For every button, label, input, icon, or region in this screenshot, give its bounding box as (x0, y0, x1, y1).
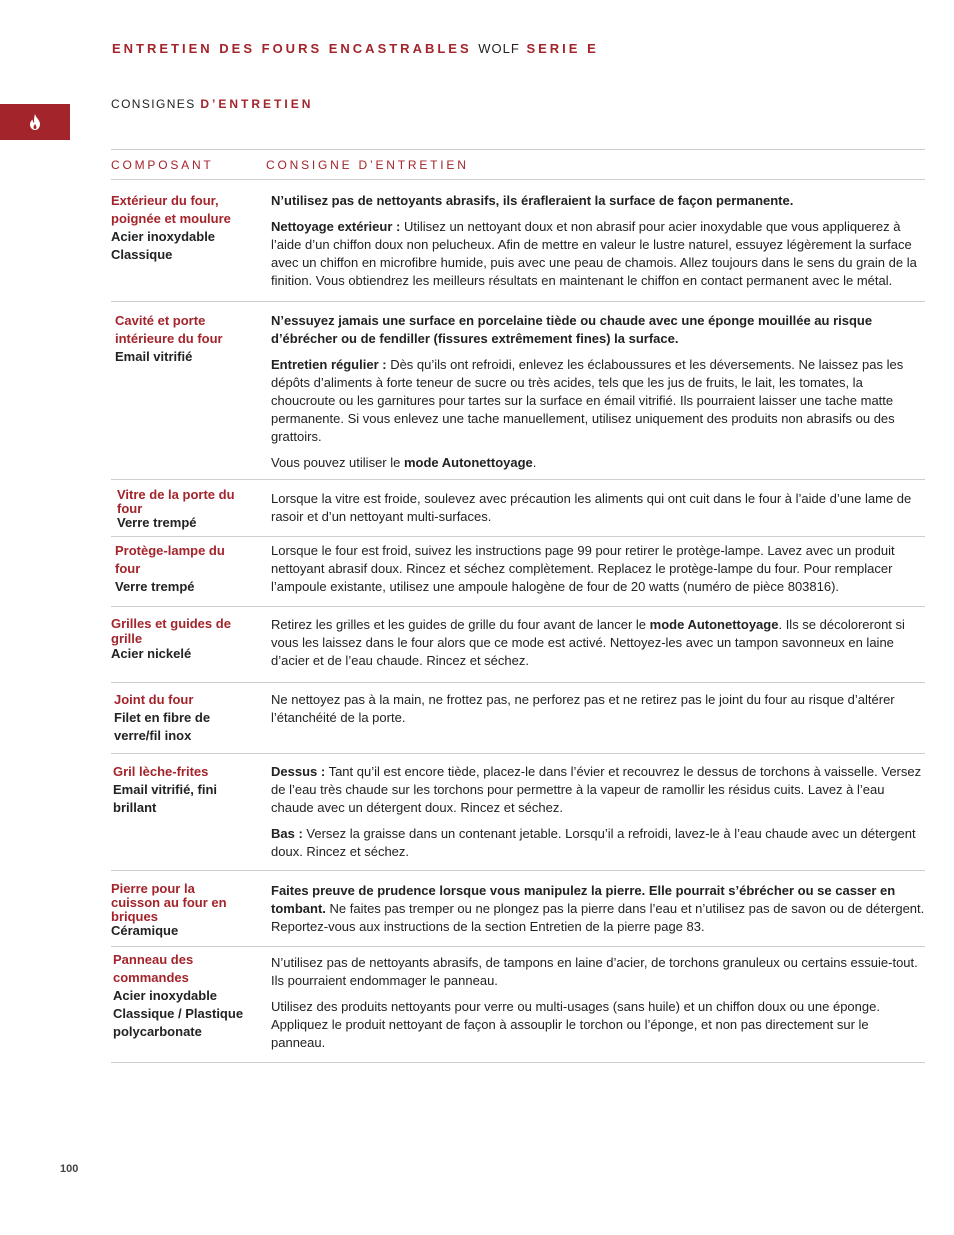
instruction-cell (271, 691, 925, 745)
warning-text: N’essuyez jamais une surface en porcelaine tiède ou chaude avec une éponge mouillée au risque d’ébrécher ou de fendiller (fissures extrêmement fines) la surface. (271, 313, 873, 346)
care-table (111, 149, 925, 1063)
instruction-text: Ne nettoyez pas à la main, ne frottez pas, ne perforez pas et ne retirez pas le joint du four au risque d’altérer l’étanchéité de la porte. (271, 692, 895, 725)
table-row (111, 947, 925, 1063)
component-name: Panneau des commandes (113, 952, 194, 985)
component-name: Cavité et porte intérieure du four (115, 313, 223, 346)
mode-name: mode Autonettoyage (403, 455, 533, 470)
component-material: Filet en fibre de verre/fil inox (114, 710, 211, 743)
instruction-label: Bas : (271, 826, 303, 841)
instruction-cell (271, 542, 925, 596)
table-row (111, 683, 925, 754)
instruction-cell: N’essuyez jamais une surface en porcelaine tiède ou chaude avec une éponge mouillée au risque d’ébrécher ou de fendiller (fissures extrêmement fines) la surface. Entretien régulier : Dès qu’ils ont refroidi, enlevez les éclaboussures et les déversements. Ne laissez pas les dépôts d’aliments à forte teneur de sucre ou très acides, tels que les jus de fruits, le lait, les tomates, la choucroute ou les garnitures pour tartes sur la surface en émail vitrifié. Ils pourraient laisser une tache matte permanente. Si vous enlevez une tache manuellement, utilisez uniquement des produits non abrasifs ou des grattoirs. Vous pouvez utiliser le mode Autonettoyage. (271, 313, 904, 470)
table-row (111, 480, 925, 537)
table-row (111, 607, 925, 683)
instruction-text: Versez la graisse dans un contenant jetable. Lorsqu’il a refroidi, lavez-le à l’eau chaude avec un détergent doux. Rincez et séchez. (271, 826, 916, 859)
instruction-cell (271, 882, 925, 938)
table-row (111, 180, 925, 302)
table-row (111, 302, 925, 480)
warning-text: Faites preuve de prudence lorsque vous manipulez la pierre. Elle pourrait s’ébrécher ou se casser en tombant. (271, 883, 896, 916)
component-name: Vitre de la porte du four (117, 487, 235, 516)
component-material: Verre trempé (117, 515, 197, 530)
component-material: Acier inoxydable Classique / Plastique polycarbonate (113, 988, 244, 1039)
column-header-instruction: CONSIGNE D’ENTRETIEN (266, 157, 469, 172)
component-name: Extérieur du four, poignée et moulure (111, 193, 231, 226)
mode-name: mode Autonettoyage (649, 617, 779, 632)
component-name: Joint du four (114, 692, 194, 707)
instruction-cell (271, 951, 925, 1052)
section-title-prefix: CONSIGNES (111, 97, 196, 111)
instruction-text: Ne faites pas tremper ou ne plongez pas la pierre dans l’eau et n’utilisez pas de savon ou de détergent. Reportez-vous aux instructions de la section Entretien de la pierre page 83. (271, 901, 925, 934)
component-material: Verre trempé (115, 579, 195, 594)
instruction-text: Lorsque le four est froid, suivez les instructions page 99 pour retirer le protège-lampe. Lavez avec un produit nettoyant abrasif doux. Rincez et séchez complètement. Replacez le protège-lampe du four. Pour remplacer l’ampoule existante, utilisez une ampoule halogène de four de 20 watts (numéro de pièce 803816). (271, 543, 895, 594)
instruction-text: N’utilisez pas de nettoyants abrasifs, de tampons en laine d’acier, de torchons granuleux ou certains essuie-tout. Ils pourraient endommager le panneau. (271, 955, 918, 988)
header-title: ENTRETIEN DES FOURS ENCASTRABLES (112, 41, 472, 56)
instruction-cell (271, 763, 925, 861)
instruction-text: Lorsque la vitre est froide, soulevez avec précaution les aliments qui ont cuit dans le four à l’aide d’une lame de rasoir et d’un nettoyant multi-surfaces. (271, 491, 912, 524)
instruction-cell (271, 192, 925, 290)
component-name: Grilles et guides de grille (111, 616, 231, 646)
table-header (111, 149, 925, 180)
flame-icon (28, 113, 42, 131)
instruction-cell: Retirez les grilles et les guides de grille du four avant de lancer le mode Autonettoyage. Ils se décoloreront si vous les laissez dans le four alors que ce mode est activé. Nettoyez-les avec un tampon savonneux en laine d’acier et de l’eau chaude. Rincez et séchez. (271, 617, 905, 668)
component-name: Gril lèche-frites (113, 764, 209, 779)
component-material: Acier nickelé (111, 646, 192, 661)
instruction-text: Utilisez des produits nettoyants pour verre ou multi-usages (sans huile) et un chiffon doux ou une éponge. Appliquez le produit nettoyant de façon à assouplir le torchon ou l’éponge, et non pas directement sur le panneau. (271, 999, 880, 1050)
instruction-label: Nettoyage extérieur : (271, 219, 401, 234)
table-row (111, 754, 925, 871)
section-title-accent: D’ENTRETIEN (200, 97, 314, 111)
component-material: Acier inoxydable Classique (111, 229, 216, 262)
component-material: Email vitrifié (115, 349, 193, 364)
warning-text: N’utilisez pas de nettoyants abrasifs, ils érafleraient la surface de façon permanente. (271, 193, 794, 208)
instruction-label: Dessus : (271, 764, 326, 779)
section-tab (0, 104, 70, 140)
page-number: 100 (60, 1163, 79, 1175)
table-row (111, 537, 925, 607)
header-series: SERIE E (526, 41, 599, 56)
section-title (111, 97, 313, 111)
component-material: Céramique (111, 923, 179, 938)
component-material: Email vitrifié, fini brillant (113, 782, 218, 815)
instruction-label: Entretien régulier : (271, 357, 387, 372)
header-brand: WOLF (478, 41, 520, 56)
instruction-text: Utilisez un nettoyant doux et non abrasif pour acier inoxydable que vous appliquerez à l’aide d’un chiffon doux non pelucheux. Afin de mettre en valeur le lustre naturel, essuyez légèrement la surface avec un chiffon en microfibre humide, puis avec une peau de chamois. Allez toujours dans le sens du grain de la finition. Vous obtiendrez les meilleurs résultats en maintenant le chiffon en contact permanent avec le métal. (271, 219, 917, 288)
instruction-text: Dès qu’ils ont refroidi, enlevez les éclaboussures et les déversements. Ne laissez pas les dépôts d’aliments à forte teneur de sucre ou très acides, tels que les jus de fruits, le lait, les tomates, la choucroute ou les garnitures pour tartes sur la surface en émail vitrifié. Ils pourraient laisser une tache matte permanente. Si vous enlevez une tache manuellement, utilisez uniquement des produits non abrasifs ou des grattoirs. (271, 357, 904, 444)
instruction-text: Vous pouvez utiliser le (271, 455, 404, 470)
instruction-cell (271, 488, 925, 530)
component-name: Protège-lampe du four (115, 543, 225, 576)
table-row (111, 871, 925, 947)
running-header (112, 41, 599, 56)
column-header-component: COMPOSANT (111, 157, 214, 172)
instruction-text: Tant qu’il est encore tiède, placez-le dans l’évier et recouvrez le dessus de torchons à vaisselle. Versez de l’eau très chaude sur les torchons pour permettre à la vapeur de ramollir les résidus cuits. Lavez à l’eau chaude avec un détergent doux. Rincez et séchez. (271, 764, 922, 815)
component-name: Pierre pour la cuisson au four en briques (111, 881, 227, 924)
